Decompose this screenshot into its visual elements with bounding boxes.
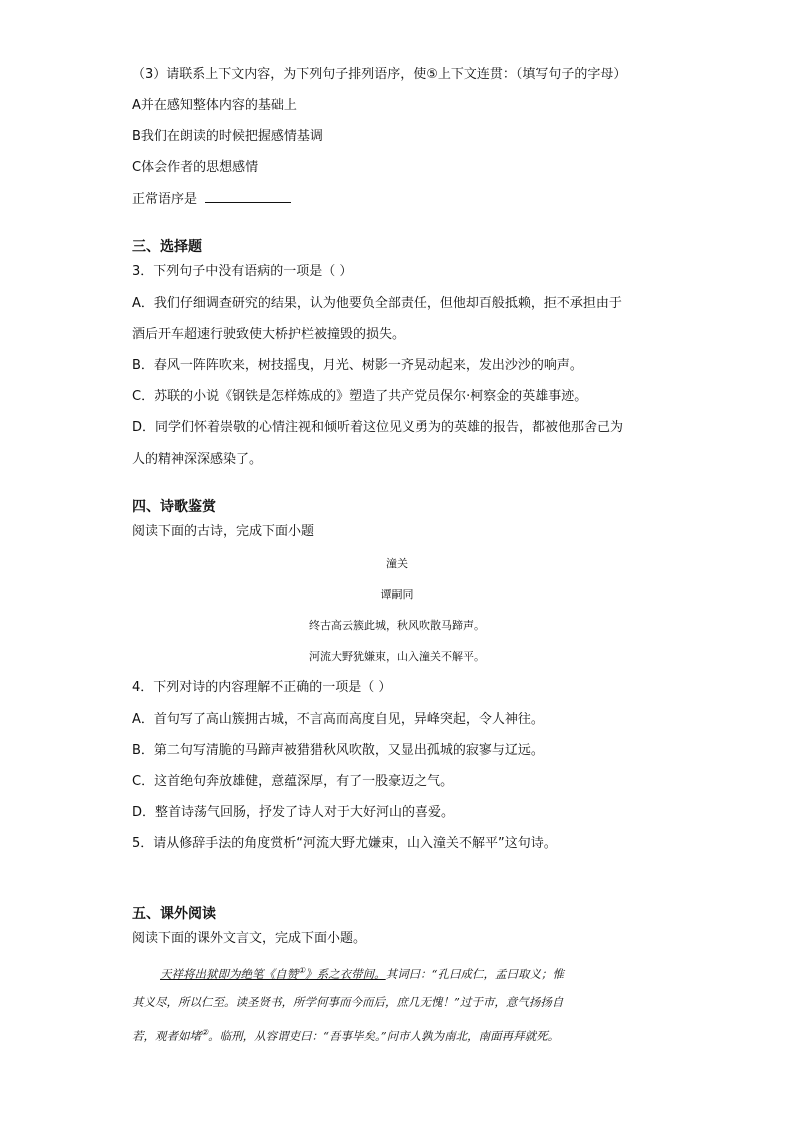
- q3-option-a-line2: 酒后开车超速行驶致使大桥护栏被撞毁的损失。: [132, 327, 406, 342]
- q3-option-b: B．春风一阵阵吹来，树技摇曳，月光、树影一齐晃动起来，发出沙沙的响声。: [132, 358, 583, 373]
- classical-text-line3: [132, 1024, 559, 1045]
- answer-label: 正常语序是: [132, 192, 198, 207]
- option-c: C体会作者的思想感情: [132, 160, 259, 175]
- question-4: 4．下列对诗的内容理解不正确的一项是（ ）: [132, 680, 392, 695]
- poem-title: 潼关: [386, 557, 408, 570]
- q4-option-b: B．第二句写清脆的马蹄声被猎猎秋风吹散，又显出孤城的寂寥与辽远。: [132, 743, 544, 758]
- q4-option-c: C．这首绝句奔放雄健，意蕴深厚，有了一股豪迈之气。: [132, 774, 454, 789]
- text-part: 》系之衣带间。: [305, 966, 386, 981]
- poem-line-2: 河流大野犹嫌束，山入潼关不解平。: [309, 650, 485, 663]
- footnote-marker: ①: [298, 966, 306, 975]
- q3-option-a-line1: A．我们仔细调查研究的结果，认为他要负全部责任，但他却百般抵赖，拒不承担由于: [132, 296, 622, 311]
- option-b: B我们在朗读的时候把握感情基调: [132, 129, 323, 144]
- answer-blank[interactable]: [205, 201, 291, 203]
- option-a: A并在感知整体内容的基础上: [132, 98, 297, 113]
- question-5: 5．请从修辞手法的角度赏析“河流大野尤嫌束，山入潼关不解平”这句诗。: [132, 836, 557, 851]
- q3-option-d-line1: D．同学们怀着崇敬的心情注视和倾听着这位见义勇为的英雄的报告，都被他那舍己为: [132, 420, 624, 435]
- q3-option-d-line2: 人的精神深深感染了。: [132, 452, 263, 467]
- q3-option-c: C．苏联的小说《钢铁是怎样炼成的》塑造了共产党员保尔·柯察金的英雄事迹。: [132, 389, 588, 404]
- answer-line: [132, 191, 291, 209]
- question-3: 3．下列句子中没有语病的一项是（ ）: [132, 264, 353, 279]
- section5-heading: 五、课外阅读: [132, 906, 216, 922]
- text-part: 其词曰：“孔曰成仁，孟曰取义；惟: [385, 966, 565, 981]
- classical-text-line2: 其义尽，所以仁至。读圣贤书，所学何事而今而后，庶几无愧！”过于市，意气扬扬自: [132, 995, 564, 1009]
- section4-intro: 阅读下面的古诗，完成下面小题: [132, 524, 315, 539]
- classical-text-underlined: [160, 967, 386, 981]
- section4-heading: 四、诗歌鉴赏: [132, 499, 216, 515]
- classical-text-line1: [160, 962, 564, 983]
- footnote-marker: ②: [201, 1028, 209, 1037]
- text-part: 。临刑，从容谓吏曰：“吾事毕矣。”问市人孰为南北，南面再拜就死。: [208, 1028, 560, 1043]
- q4-option-d: D．整首诗荡气回肠，抒发了诗人对于大好河山的喜爱。: [132, 805, 455, 820]
- q4-option-a: A．首句写了高山簇拥古城，不言高而高度自见，异峰突起，令人神往。: [132, 712, 544, 727]
- section3-heading: 三、选择题: [132, 239, 202, 255]
- q3-sub-prompt: （3）请联系上下文内容，为下列句子排列语序，使⑤上下文连贯：（填写句子的字母）: [132, 67, 627, 82]
- section5-intro: 阅读下面的课外文言文，完成下面小题。: [132, 931, 367, 946]
- text-part: 天祥将出狱即为绝笔《自赞: [160, 966, 298, 981]
- text-part: 若，观者如堵: [132, 1028, 201, 1043]
- poem-line-1: 终古高云簇此城，秋风吹散马蹄声。: [309, 619, 485, 632]
- poem-author: 谭嗣同: [380, 588, 414, 601]
